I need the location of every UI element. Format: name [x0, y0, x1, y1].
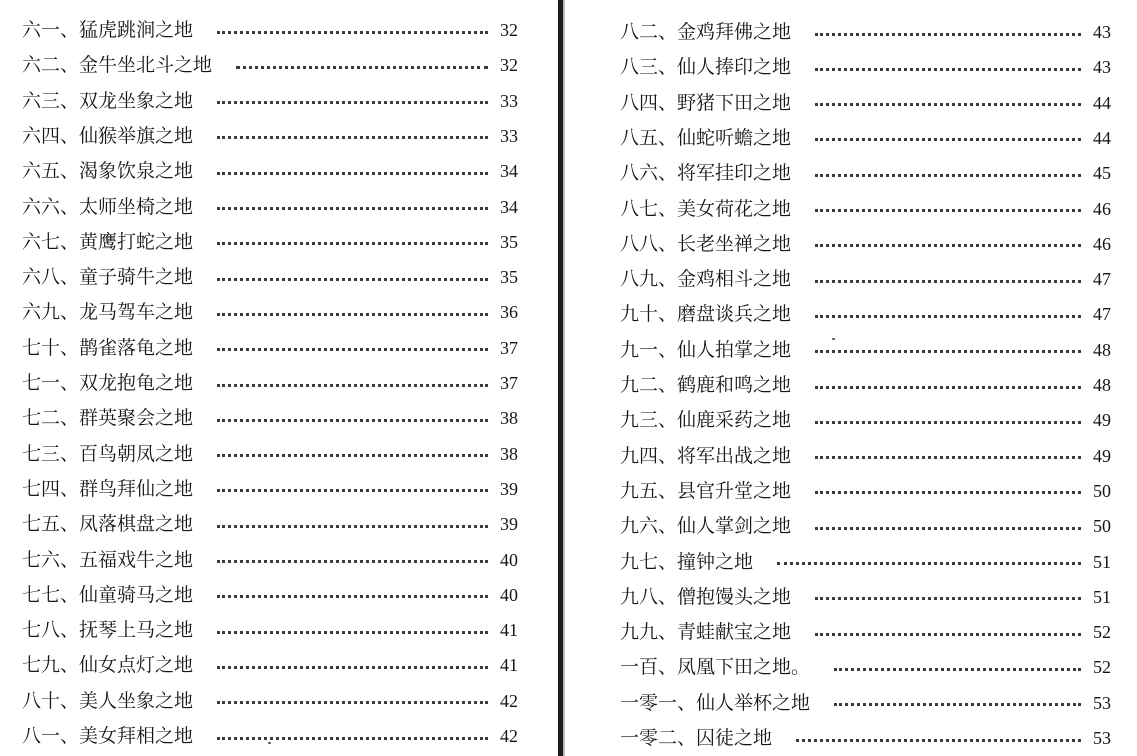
- dot-leader: [815, 350, 1081, 353]
- toc-entry-title: 六六、太师坐椅之地: [22, 195, 194, 218]
- scan-speck: [832, 338, 835, 340]
- dot-leader: [815, 597, 1081, 600]
- toc-entry: [620, 264, 1111, 294]
- toc-entry: [620, 194, 1111, 224]
- toc-entry-title: 八八、长老坐禅之地: [620, 232, 792, 255]
- toc-entry-page-number: 33: [500, 90, 518, 111]
- toc-entry: [22, 580, 518, 610]
- toc-entry-title: 九三、仙鹿采药之地: [620, 409, 792, 432]
- toc-entry: [620, 123, 1111, 153]
- toc-entry-page-number: 43: [1093, 57, 1111, 78]
- toc-entry-page-number: 50: [1093, 516, 1111, 537]
- dot-leader: [834, 703, 1081, 706]
- toc-entry: [22, 509, 518, 539]
- dot-leader: [815, 527, 1081, 530]
- dot-leader: [217, 348, 488, 351]
- toc-entry-page-number: 36: [500, 302, 518, 323]
- toc-entry-title: 七九、仙女点灯之地: [22, 654, 194, 677]
- toc-entry-page-number: 41: [500, 655, 518, 676]
- toc-entry: [22, 192, 518, 222]
- toc-entry-title: 七七、仙童骑马之地: [22, 583, 194, 606]
- toc-entry-title: 一百、凤凰下田之地。: [620, 656, 811, 679]
- toc-entry-title: 八二、金鸡拜佛之地: [620, 21, 792, 43]
- toc-entry-page-number: 52: [1093, 657, 1111, 678]
- scan-speck: [268, 742, 271, 744]
- toc-entry: [620, 17, 1111, 47]
- toc-entry-page-number: 32: [500, 55, 518, 76]
- dot-leader: [796, 739, 1081, 742]
- toc-entry-title: 七二、群英聚会之地: [22, 407, 194, 430]
- toc-entry: [22, 15, 518, 45]
- toc-entry-title: 七八、抚琴上马之地: [22, 619, 194, 642]
- dot-leader: [815, 244, 1081, 247]
- dot-leader: [217, 595, 488, 598]
- toc-entry: [22, 333, 518, 363]
- toc-entry-page-number: 43: [1093, 22, 1111, 42]
- toc-entry: [620, 547, 1111, 577]
- toc-entry-page-number: 44: [1093, 127, 1111, 148]
- dot-leader: [217, 101, 488, 104]
- dot-leader: [217, 454, 488, 457]
- toc-entry-page-number: 39: [500, 478, 518, 499]
- toc-entry-title: 六三、双龙坐象之地: [22, 89, 194, 112]
- toc-entry-page-number: 53: [1093, 692, 1111, 713]
- toc-entry-page-number: 49: [1093, 410, 1111, 431]
- toc-entry-title: 九六、仙人掌剑之地: [620, 515, 792, 538]
- toc-entry: [22, 650, 518, 680]
- toc-entry-page-number: 38: [500, 408, 518, 429]
- toc-entry: [22, 156, 518, 186]
- dot-leader: [815, 421, 1081, 424]
- dot-leader: [217, 136, 488, 139]
- dot-leader: [815, 315, 1081, 318]
- toc-entry: [620, 652, 1111, 682]
- dot-leader: [834, 668, 1081, 671]
- dot-leader: [217, 242, 488, 245]
- toc-entry-page-number: 53: [1093, 728, 1111, 748]
- dot-leader: [815, 209, 1081, 212]
- toc-entry: [620, 299, 1111, 329]
- toc-entry-title: 七三、百鸟朝凤之地: [22, 442, 194, 465]
- toc-entry-page-number: 49: [1093, 445, 1111, 466]
- dot-leader: [815, 68, 1081, 71]
- page-divider-shadow: [563, 0, 565, 756]
- toc-entry: [620, 405, 1111, 435]
- toc-entry-title: 六一、猛虎跳涧之地: [22, 19, 194, 41]
- toc-entry-title: 七四、群鸟拜仙之地: [22, 477, 194, 500]
- dot-leader: [217, 560, 488, 563]
- toc-entry-title: 八五、仙蛇听蟾之地: [620, 126, 792, 149]
- toc-entry: [22, 262, 518, 292]
- toc-entry-title: 八四、野猪下田之地: [620, 91, 792, 114]
- toc-entry-title: 七一、双龙抱龟之地: [22, 372, 194, 394]
- toc-entry-page-number: 38: [500, 443, 518, 464]
- dot-leader: [815, 103, 1081, 106]
- toc-entry: [22, 474, 518, 504]
- dot-leader: [217, 313, 488, 316]
- toc-entry-title: 六七、黄鹰打蛇之地: [22, 230, 194, 253]
- toc-entry-page-number: 37: [500, 373, 518, 393]
- toc-entry: [22, 86, 518, 116]
- dot-leader: [815, 33, 1081, 36]
- toc-entry-page-number: 45: [1093, 163, 1111, 184]
- dot-leader: [217, 384, 488, 387]
- toc-entry-page-number: 42: [500, 726, 518, 746]
- toc-entry: [620, 688, 1111, 718]
- toc-entry-page-number: 51: [1093, 586, 1111, 607]
- toc-entry: [620, 52, 1111, 82]
- toc-entry-page-number: 40: [500, 584, 518, 605]
- toc-entry: [22, 615, 518, 645]
- toc-entry-title: 九二、鹤鹿和鸣之地: [620, 374, 792, 396]
- toc-entry-page-number: 39: [500, 514, 518, 535]
- toc-entry: [22, 439, 518, 469]
- toc-entry-page-number: 33: [500, 125, 518, 146]
- toc-entry-title: 八一、美女拜相之地: [22, 725, 194, 747]
- dot-leader: [815, 386, 1081, 389]
- toc-entry-page-number: 34: [500, 196, 518, 217]
- dot-leader: [236, 66, 488, 69]
- toc-entry: [620, 229, 1111, 259]
- toc-entry-title: 九四、将军出战之地: [620, 444, 792, 467]
- left-page: [0, 0, 560, 756]
- toc-entry-title: 八九、金鸡相斗之地: [620, 268, 792, 291]
- toc-entry: [22, 227, 518, 257]
- dot-leader: [217, 701, 488, 704]
- toc-entry: [22, 297, 518, 327]
- toc-entry: [22, 403, 518, 433]
- dot-leader: [217, 631, 488, 634]
- toc-entry: [620, 617, 1111, 647]
- toc-entry-title: 九十、磨盘谈兵之地: [620, 303, 792, 326]
- toc-entry-title: 八六、将军挂印之地: [620, 162, 792, 185]
- dot-leader: [217, 419, 488, 422]
- dot-leader: [815, 456, 1081, 459]
- dot-leader: [815, 280, 1081, 283]
- toc-entry-title: 六五、渴象饮泉之地: [22, 160, 194, 183]
- toc-entry-page-number: 41: [500, 620, 518, 641]
- dot-leader: [815, 491, 1081, 494]
- toc-entry: [22, 368, 518, 398]
- toc-entry-title: 一零一、仙人举杯之地: [620, 691, 811, 714]
- toc-entry-page-number: 48: [1093, 375, 1111, 395]
- toc-entry-page-number: 40: [500, 549, 518, 570]
- toc-entry-title: 六八、童子骑牛之地: [22, 266, 194, 289]
- toc-entry-page-number: 44: [1093, 92, 1111, 113]
- toc-entry-title: 九五、县官升堂之地: [620, 479, 792, 502]
- toc-entry: [620, 441, 1111, 471]
- toc-entry-title: 六九、龙马驾车之地: [22, 301, 194, 324]
- toc-entry: [620, 582, 1111, 612]
- dot-leader: [777, 562, 1081, 565]
- toc-entry-page-number: 46: [1093, 198, 1111, 219]
- toc-entry: [22, 121, 518, 151]
- toc-entry-page-number: 47: [1093, 269, 1111, 290]
- toc-entry-page-number: 34: [500, 161, 518, 182]
- toc-entry-page-number: 51: [1093, 551, 1111, 572]
- toc-entry: [22, 50, 518, 80]
- dot-leader: [217, 207, 488, 210]
- toc-entry-title: 九八、僧抱馒头之地: [620, 585, 792, 608]
- toc-entry: [620, 158, 1111, 188]
- toc-entry-title: 八七、美女荷花之地: [620, 197, 792, 220]
- dot-leader: [217, 737, 488, 740]
- toc-entry: [22, 686, 518, 716]
- toc-entry: [22, 545, 518, 575]
- toc-entry-page-number: 35: [500, 231, 518, 252]
- dot-leader: [815, 138, 1081, 141]
- dot-leader: [815, 174, 1081, 177]
- toc-entry: [620, 476, 1111, 506]
- toc-entry-page-number: 47: [1093, 304, 1111, 325]
- toc-entry-title: 七五、凤落棋盘之地: [22, 513, 194, 536]
- toc-entry-title: 六二、金牛坐北斗之地: [22, 54, 213, 77]
- toc-entry-page-number: 37: [500, 337, 518, 358]
- toc-entry: [620, 335, 1111, 365]
- toc-entry-title: 九一、仙人拍掌之地: [620, 338, 792, 361]
- toc-entry-page-number: 48: [1093, 339, 1111, 360]
- toc-entry: [620, 370, 1111, 400]
- toc-entry-title: 七六、五福戏牛之地: [22, 548, 194, 571]
- right-page: [568, 0, 1137, 756]
- toc-entry-page-number: 35: [500, 267, 518, 288]
- toc-entry-page-number: 52: [1093, 622, 1111, 643]
- toc-entry-title: 九九、青蛙献宝之地: [620, 621, 792, 644]
- toc-entry-title: 一零二、囚徒之地: [620, 727, 773, 749]
- toc-entry-title: 八十、美人坐象之地: [22, 689, 194, 712]
- dot-leader: [217, 172, 488, 175]
- dot-leader: [217, 666, 488, 669]
- toc-entry-title: 九七、撞钟之地: [620, 550, 754, 573]
- toc-entry-title: 六四、仙猴举旗之地: [22, 124, 194, 147]
- toc-entry-title: 八三、仙人捧印之地: [620, 56, 792, 79]
- dot-leader: [217, 525, 488, 528]
- toc-entry-page-number: 32: [500, 20, 518, 40]
- toc-entry-page-number: 42: [500, 690, 518, 711]
- dot-leader: [217, 489, 488, 492]
- toc-entry-page-number: 46: [1093, 233, 1111, 254]
- dot-leader: [217, 31, 488, 34]
- toc-entry-page-number: 50: [1093, 480, 1111, 501]
- toc-entry: [620, 511, 1111, 541]
- dot-leader: [815, 633, 1081, 636]
- toc-entry: [620, 88, 1111, 118]
- toc-entry-title: 七十、鹊雀落龟之地: [22, 336, 194, 359]
- dot-leader: [217, 278, 488, 281]
- toc-entry: [620, 723, 1111, 753]
- toc-entry: [22, 721, 518, 751]
